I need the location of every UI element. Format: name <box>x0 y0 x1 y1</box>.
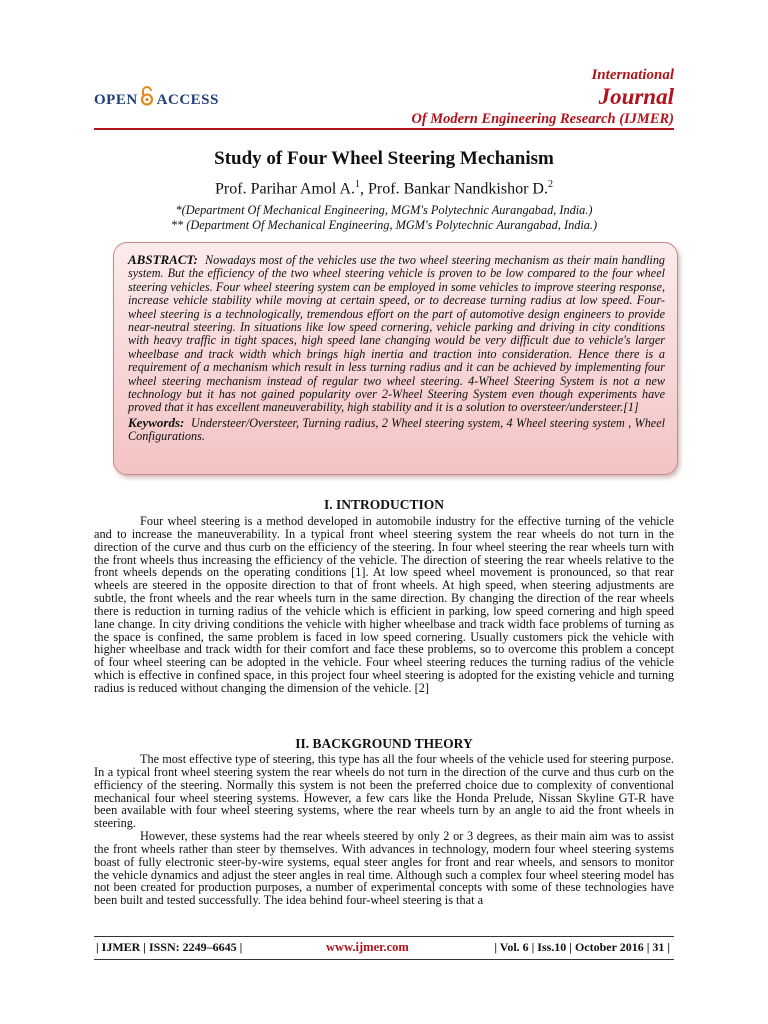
footer-volume-info: | Vol. 6 | Iss.10 | October 2016 | 31 | <box>494 940 670 954</box>
author-2-marker: 2 <box>547 179 553 190</box>
background-paragraph-1: The most effective type of steering, this type has all the four wheels of the vehicle used for steering purpose. In a typical front wheel steering system the rear wheels do not turn in the direction of the curve and thus curb on the efficiency of the steering. Normally this system is not been the preferred choice due to complexity of conventional mechanical four wheel steering systems. However, a few cars like the Honda Prelude, Nissan Skyline GT-R have been available with four wheel steering systems, where the rear wheels turn by an angle to aid the front wheels in steering. <box>94 752 674 831</box>
open-access-prefix: OPEN <box>94 92 138 108</box>
keywords-label: Keywords: <box>128 414 185 430</box>
footer-issn: | IJMER | ISSN: 2249–6645 | <box>96 940 243 954</box>
abstract-box <box>113 242 678 475</box>
background-heading: II. BACKGROUND THEORY <box>295 736 473 751</box>
open-lock-icon <box>140 86 154 111</box>
abstract-content <box>128 253 665 444</box>
paper-title: Study of Four Wheel Steering Mechanism <box>214 148 554 169</box>
affiliation-1: *(Department Of Mechanical Engineering, MGM's Polytechnic Aurangabad, India.) <box>175 203 593 217</box>
open-access-logo <box>94 88 219 113</box>
affiliation-2: ** (Department Of Mechanical Engineering, MGM's Polytechnic Aurangabad, India.) <box>170 218 598 232</box>
background-body <box>94 753 674 907</box>
author-1: Prof. Parihar Amol A. <box>215 180 356 198</box>
author-1-marker: 1 <box>355 179 361 190</box>
author-2: Prof. Bankar Nandkishor D. <box>368 180 548 198</box>
intro-heading: I. INTRODUCTION <box>323 497 445 512</box>
author-line <box>0 179 768 198</box>
page-footer <box>94 936 674 960</box>
intro-paragraph-1: Four wheel steering is a method developed in automobile industry for the effective turning of the vehicle and to increase the maneuverability. In a typical front wheel steering system the rear wheels do not turn in the direction of the curve and thus curb on the efficiency of the steering. In four wheel steering the rear wheels turn with the front wheels thus increasing the efficiency of the vehicle. The direction of steering the rear wheels relative to the front wheels depends on the operating conditions [1]. At low speed wheel movement is pronounced, so that rear wheels are steered in the opposite direction to that of front wheels. At high speed, when steering adjustments are subtle, the front wheels and the rear wheels turn in the same direction. By changing the direction of the rear wheels there is reduction in turning radius of the vehicle which is efficient in parking, low speed cornering and high speed lane change. In city driving conditions the vehicle with higher wheelbase and track width face problems of turning as the space is confined, the same problem is faced in low speed cornering. Usually customers pick the vehicle with higher wheelbase and track width for their comfort and face these problems, so to overcome this problem a concept of four wheel steering can be adopted in the vehicle. Four wheel steering reduces the turning radius of the vehicle which is effective in confined space, in this project four wheel steering is adopted for the existing vehicle and turning radius is reduced without changing the dimension of the vehicle. [2] <box>94 514 674 695</box>
open-access-suffix: ACCESS <box>156 92 219 108</box>
abstract-label: ABSTRACT: <box>128 252 198 267</box>
journal-line-2: Journal <box>598 84 674 109</box>
author-separator: , <box>360 180 369 198</box>
header-rule <box>94 128 674 130</box>
journal-line-3: Of Modern Engineering Research (IJMER) <box>411 111 674 127</box>
background-paragraph-2: However, these systems had the rear wheels steered by only 2 or 3 degrees, as their main aim was to assist the front wheels rather than steer by themselves. With advances in technology, modern four wheel steering systems boast of fully electronic steer-by-wire systems, equal steer angles for front and rear wheels, and sensors to monitor the vehicle dynamics and adjust the steer angles in real time. Although such a complex four wheel steering model has not been created for production purposes, a number of experimental concepts with some of these technologies have been built and tested successfully. The idea behind four-wheel steering is that a <box>94 829 674 908</box>
journal-name <box>411 66 674 129</box>
footer-website-link[interactable]: www.ijmer.com <box>326 940 409 954</box>
abstract-text: Nowadays most of the vehicles use the two wheel steering mechanism as their main handling system. But the efficiency of the two wheel steering vehicle is proven to be low compared to the four wheel steering vehicles. Four wheel steering system can be employed in some vehicles to improve steering response, increase vehicle stability while moving at certain speed, or to decrease turning radius at low speed. Four-wheel steering is a technologically, tremendous effort on the part of automotive design engineers to provide near-neutral steering. In situations like low speed cornering, vehicle parking and driving in city conditions with heavy traffic in tight spaces, high speed lane changing would be very difficult due to vehicle's larger wheelbase and track width which brings high inertia and traction into consideration. Hence there is a requirement of a mechanism which result in less turning radius and it can be achieved by implementing four wheel steering mechanism instead of regular two wheel steering. 4-Wheel Steering System is not a new technology but it has not gained popularity over 2-Wheel Steering System even though experiments have proved that it has excellent maneuverability, high stability and it is a solution to oversteer/understeer.[1] <box>128 253 666 415</box>
keywords-line <box>128 416 665 444</box>
journal-line-1: International <box>591 67 674 83</box>
intro-body <box>94 515 674 695</box>
keywords-text: Understeer/Oversteer, Turning radius, 2 Wheel steering system, 4 Wheel steering system , Wheel Configurations. <box>128 415 666 444</box>
